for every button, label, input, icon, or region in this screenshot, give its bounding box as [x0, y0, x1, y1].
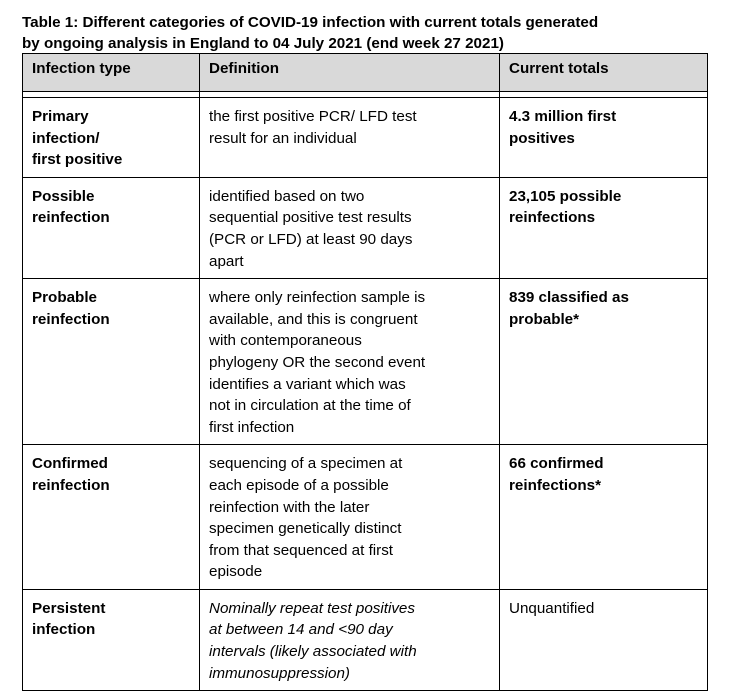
current-total-cell: 23,105 possible reinfections	[500, 177, 708, 278]
current-total-cell: 4.3 million first positives	[500, 98, 708, 178]
table-row	[23, 279, 708, 445]
definition-cell: where only reinfection sample is available, and this is congruent with contemporaneous phylogeny OR the second event identifies a variant which was not in circulation at the time of first infection	[200, 279, 500, 445]
caption-line: Table 1: Different categories of COVID-19 infection with current totals generated	[22, 14, 599, 31]
definition-cell: identified based on two sequential positive test results (PCR or LFD) at least 90 days apart	[200, 177, 500, 278]
table-row	[23, 98, 708, 178]
definition-cell: sequencing of a specimen at each episode of a possible reinfection with the later specimen genetically distinct from that sequenced at first episode	[200, 445, 500, 590]
infection-type-cell: Confirmed reinfection	[23, 445, 200, 590]
infection-type-cell: Primary infection/ first positive	[23, 98, 200, 178]
column-header-infection-type: Infection type	[23, 54, 200, 92]
caption-line: by ongoing analysis in England to 04 July 2021 (end week 27 2021)	[22, 35, 504, 52]
infection-type-cell: Persistent infection	[23, 589, 200, 690]
table-row	[23, 445, 708, 590]
definition-cell: Nominally repeat test positives at between 14 and <90 day intervals (likely associated with immunosuppression)	[200, 589, 500, 690]
infection-categories-table	[22, 53, 708, 691]
current-total-cell: Unquantified	[500, 589, 708, 690]
table-row	[23, 177, 708, 278]
table-caption	[22, 12, 712, 54]
current-total-cell: 66 confirmed reinfections*	[500, 445, 708, 590]
header-row	[23, 54, 708, 92]
column-header-definition: Definition	[200, 54, 500, 92]
infection-type-cell: Possible reinfection	[23, 177, 200, 278]
column-header-current-totals: Current totals	[500, 54, 708, 92]
infection-type-cell: Probable reinfection	[23, 279, 200, 445]
current-total-cell: 839 classified as probable*	[500, 279, 708, 445]
definition-cell: the first positive PCR/ LFD test result for an individual	[200, 98, 500, 178]
